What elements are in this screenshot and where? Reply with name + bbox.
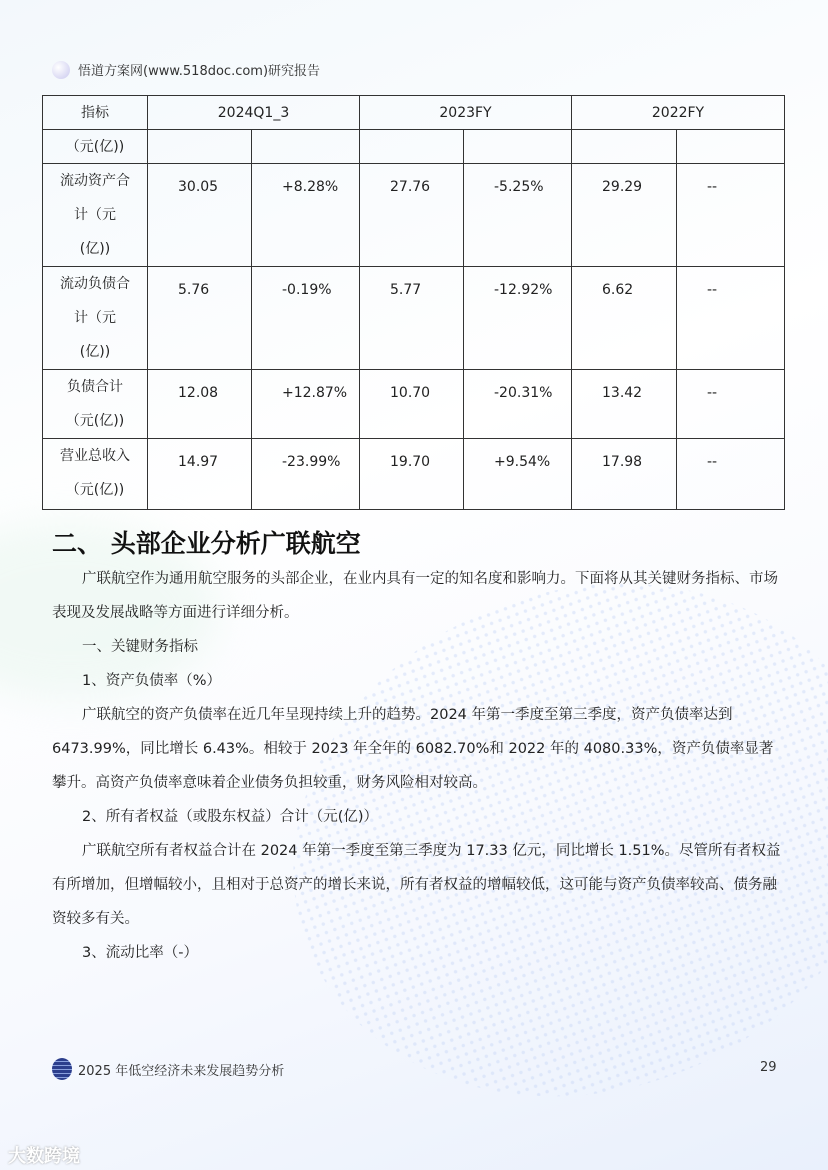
table-cell: 19.70 xyxy=(360,439,464,510)
row-label-line: (亿)) xyxy=(79,344,111,360)
row-label-line: 计（元 xyxy=(74,310,116,326)
paragraph: 广联航空所有者权益合计在 2024 年第一季度至第三季度为 17.33 亿元，同比增长 1.51%。尽管所有者权益有所增加，但增幅较小，且相对于总资产的增长来说，所有者权益的增幅较低，这可能与资产负债率较高、债务融资较多有关。 xyxy=(52,843,781,927)
section-title: 二、 头部企业分析广联航空 xyxy=(52,529,361,558)
table-cell: +12.87% xyxy=(252,370,360,439)
row-label-line: (亿)) xyxy=(79,241,111,257)
table-cell: 5.76 xyxy=(148,267,252,370)
table-cell: -5.25% xyxy=(464,164,572,267)
header-cell: 2024Q1_3 xyxy=(148,96,360,130)
table-cell: 30.05 xyxy=(148,164,252,267)
page-footer xyxy=(52,1058,284,1080)
table-cell: 5.77 xyxy=(360,267,464,370)
globe-logo-icon xyxy=(52,1058,72,1080)
table-cell: 29.29 xyxy=(572,164,677,267)
table-cell: -- xyxy=(677,370,785,439)
table-cell: 17.98 xyxy=(572,439,677,510)
table-cell: -23.99% xyxy=(252,439,360,510)
row-label-line: 流动资产合 xyxy=(60,173,130,189)
row-label-line: 流动负债合 xyxy=(60,276,130,292)
table-row xyxy=(43,370,785,439)
table-cell: 13.42 xyxy=(572,370,677,439)
table-cell: 27.76 xyxy=(360,164,464,267)
table-row xyxy=(43,267,785,370)
row-label-line: 负债合计 xyxy=(67,379,123,395)
table-cell: 10.70 xyxy=(360,370,464,439)
header-cell: 2022FY xyxy=(572,96,785,130)
financial-table xyxy=(42,95,785,510)
table-cell: -- xyxy=(677,267,785,370)
table-cell: -12.92% xyxy=(464,267,572,370)
paragraph: 广联航空的资产负债率在近几年呈现持续上升的趋势。2024 年第一季度至第三季度，资产负债率达到 6473.99%，同比增长 6.43%。相较于 2023 年全年的 6082.70%和 2022 年的 4080.33%，资产负债率显著攀升。高资产负债率意味着企业债务负担较重，财务风险相对较高。 xyxy=(52,707,774,791)
row-label xyxy=(43,370,148,439)
table-row xyxy=(43,439,785,510)
site-logo-icon xyxy=(52,61,70,79)
row-label-line: 营业总收入 xyxy=(60,448,130,464)
table-cell: -- xyxy=(677,164,785,267)
footer-title: 2025 年低空经济未来发展趋势分析 xyxy=(78,1063,285,1079)
table-cell: +9.54% xyxy=(464,439,572,510)
row-label xyxy=(43,439,148,510)
watermark: 大数跨境 xyxy=(8,1146,80,1167)
page-number: 29 xyxy=(760,1060,777,1075)
unit-cell: （元(亿)) xyxy=(43,130,148,164)
row-label-line: （元(亿)) xyxy=(65,413,125,429)
paragraph: 一、关键财务指标 xyxy=(82,639,198,655)
table-cell: -20.31% xyxy=(464,370,572,439)
page-header xyxy=(52,60,320,79)
table-cell: 12.08 xyxy=(148,370,252,439)
paragraph: 广联航空作为通用航空服务的头部企业，在业内具有一定的知名度和影响力。下面将从其关键财务指标、市场表现及发展战略等方面进行详细分析。 xyxy=(52,571,778,621)
row-label xyxy=(43,267,148,370)
paragraph: 3、流动比率（-） xyxy=(82,945,198,961)
table-cell: 6.62 xyxy=(572,267,677,370)
header-cell: 指标 xyxy=(43,96,148,130)
paragraph: 1、资产负债率（%） xyxy=(82,673,222,689)
body-text xyxy=(52,562,782,970)
table-cell: -0.19% xyxy=(252,267,360,370)
paragraph: 2、所有者权益（或股东权益）合计（元(亿)） xyxy=(82,809,379,825)
header-site: 悟道方案网(www.518doc.com)研究报告 xyxy=(78,64,321,79)
row-label-line: 计（元 xyxy=(74,207,116,223)
header-cell: 2023FY xyxy=(360,96,572,130)
table-cell: +8.28% xyxy=(252,164,360,267)
row-label-line: （元(亿)) xyxy=(65,482,125,498)
table-row xyxy=(43,164,785,267)
row-label xyxy=(43,164,148,267)
table-cell: -- xyxy=(677,439,785,510)
table-cell: 14.97 xyxy=(148,439,252,510)
